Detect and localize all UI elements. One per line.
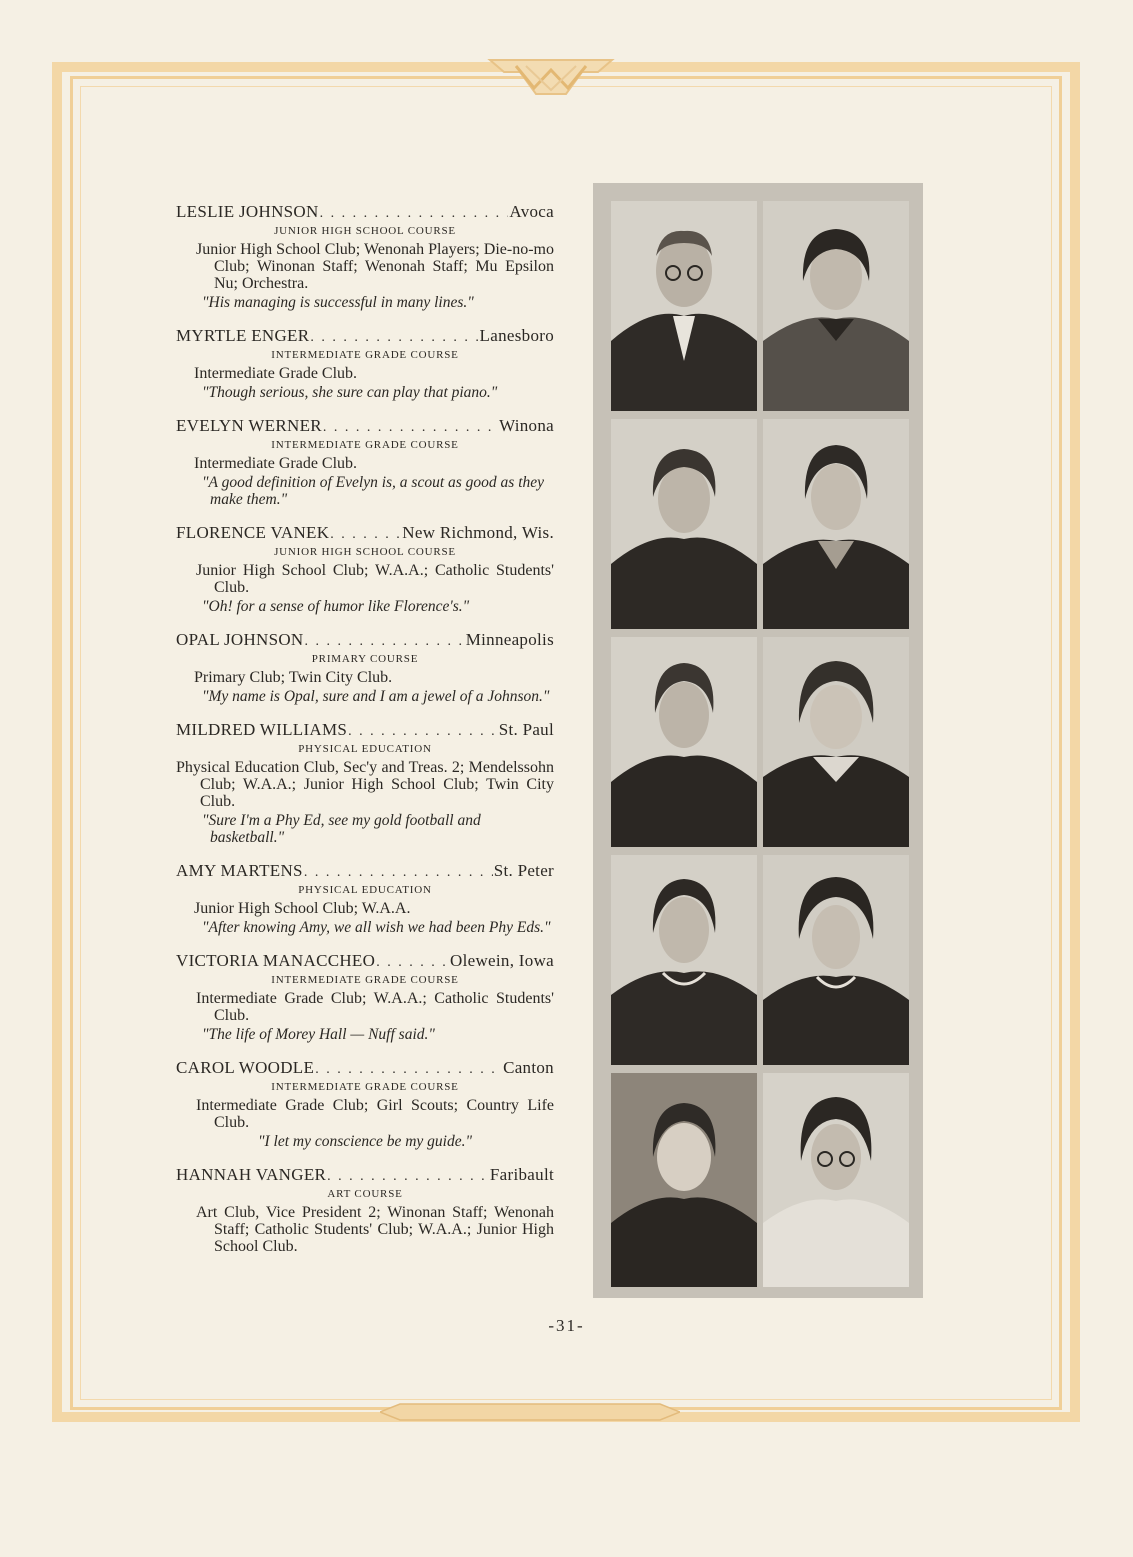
bottom-ornament-icon bbox=[380, 1402, 680, 1422]
student-entry bbox=[176, 523, 554, 615]
student-activities: Intermediate Grade Club; Girl Scouts; Country Life Club. bbox=[196, 1097, 554, 1131]
dot-leader bbox=[310, 328, 478, 348]
student-hometown: Olewein, Iowa bbox=[450, 951, 554, 970]
student-activities: Art Club, Vice President 2; Winonan Staff; Wenonah Staff; Catholic Students' Club; W.A.A.; Junior High School Club. bbox=[196, 1204, 554, 1255]
student-course: INTERMEDIATE GRADE COURSE bbox=[271, 439, 459, 451]
student-entry bbox=[176, 416, 554, 508]
student-name: LESLIE JOHNSON bbox=[176, 202, 319, 221]
student-name: AMY MARTENS bbox=[176, 861, 303, 880]
student-activities: Intermediate Grade Club. bbox=[194, 365, 358, 382]
dot-leader bbox=[304, 863, 493, 883]
portrait-photo bbox=[763, 419, 909, 629]
student-quote: "Oh! for a sense of humor like Florence's." bbox=[202, 598, 470, 615]
student-course: INTERMEDIATE GRADE COURSE bbox=[271, 349, 459, 361]
student-entry bbox=[176, 951, 554, 1043]
student-name: MILDRED WILLIAMS bbox=[176, 720, 348, 739]
student-name: CAROL WOODLE bbox=[176, 1058, 315, 1077]
dot-leader bbox=[327, 1167, 489, 1187]
student-hometown: Winona bbox=[499, 416, 554, 435]
portrait-photo bbox=[611, 855, 757, 1065]
student-course: INTERMEDIATE GRADE COURSE bbox=[271, 1081, 459, 1093]
student-name: HANNAH VANGER bbox=[176, 1165, 327, 1184]
student-quote: "After knowing Amy, we all wish we had been Phy Eds." bbox=[202, 919, 551, 936]
student-hometown: St. Paul bbox=[498, 720, 554, 739]
student-entries bbox=[176, 202, 554, 1270]
student-entry bbox=[176, 1058, 554, 1150]
student-name: FLORENCE VANEK bbox=[176, 523, 330, 542]
student-hometown: St. Peter bbox=[493, 861, 554, 880]
student-entry bbox=[176, 861, 554, 936]
student-course: INTERMEDIATE GRADE COURSE bbox=[271, 974, 459, 986]
dot-leader bbox=[315, 1060, 502, 1080]
student-hometown: New Richmond, Wis. bbox=[402, 523, 554, 542]
student-quote: "Though serious, she sure can play that piano." bbox=[202, 384, 498, 401]
student-course: PRIMARY COURSE bbox=[311, 653, 419, 665]
student-name: MYRTLE ENGER bbox=[176, 326, 310, 345]
student-hometown: Lanesboro bbox=[479, 326, 554, 345]
dot-leader bbox=[348, 722, 498, 742]
dot-leader bbox=[330, 525, 401, 545]
student-quote: "The life of Morey Hall — Nuff said." bbox=[202, 1026, 435, 1043]
student-course: ART COURSE bbox=[327, 1188, 403, 1200]
portrait-photo bbox=[611, 419, 757, 629]
portrait-photo bbox=[611, 637, 757, 847]
student-activities: Junior High School Club; W.A.A. bbox=[194, 900, 411, 917]
student-activities: Junior High School Club; Wenonah Players; Die-no-mo Club; Winonan Staff; Wenonah Staff; Mu Epsilon Nu; Orchestra. bbox=[196, 241, 554, 292]
student-course: PHYSICAL EDUCATION bbox=[298, 884, 432, 896]
student-entry bbox=[176, 720, 554, 846]
student-entry bbox=[176, 1165, 554, 1255]
student-quote: "My name is Opal, sure and I am a jewel of a Johnson." bbox=[202, 688, 550, 705]
student-entry bbox=[176, 630, 554, 705]
student-activities: Intermediate Grade Club; W.A.A.; Catholic Students' Club. bbox=[196, 990, 554, 1024]
student-name: OPAL JOHNSON bbox=[176, 630, 304, 649]
portrait-photo bbox=[763, 637, 909, 847]
portrait-photo bbox=[611, 1073, 757, 1287]
portrait-photo bbox=[611, 201, 757, 411]
student-course: PHYSICAL EDUCATION bbox=[298, 743, 432, 755]
student-hometown: Avoca bbox=[509, 202, 554, 221]
dot-leader bbox=[376, 953, 449, 973]
portrait-photo bbox=[763, 201, 909, 411]
student-course: JUNIOR HIGH SCHOOL COURSE bbox=[274, 546, 456, 558]
student-hometown: Canton bbox=[503, 1058, 554, 1077]
student-quote: "I let my conscience be my guide." bbox=[258, 1133, 472, 1150]
student-name: VICTORIA MANACCHEO bbox=[176, 951, 376, 970]
student-entry bbox=[176, 202, 554, 311]
portrait-photo bbox=[763, 1073, 909, 1287]
top-ornament-icon bbox=[486, 50, 616, 100]
page-number: -31- bbox=[548, 1316, 585, 1335]
portrait-strip bbox=[593, 183, 923, 1298]
student-name: EVELYN WERNER bbox=[176, 416, 322, 435]
student-activities: Physical Education Club, Sec'y and Treas. 2; Mendelssohn Club; W.A.A.; Junior High School Club; Twin City Club. bbox=[176, 759, 554, 810]
student-course: JUNIOR HIGH SCHOOL COURSE bbox=[274, 225, 456, 237]
dot-leader bbox=[323, 418, 498, 438]
student-hometown: Faribault bbox=[489, 1165, 554, 1184]
student-hometown: Minneapolis bbox=[465, 630, 554, 649]
student-activities: Intermediate Grade Club. bbox=[194, 455, 358, 472]
student-entry bbox=[176, 326, 554, 401]
dot-leader bbox=[305, 632, 465, 652]
student-quote: "His managing is successful in many lines." bbox=[202, 294, 474, 311]
portrait-photo bbox=[763, 855, 909, 1065]
dot-leader bbox=[320, 204, 509, 224]
student-quote: "A good definition of Evelyn is, a scout as good as they make them." bbox=[202, 474, 545, 508]
student-activities: Junior High School Club; W.A.A.; Catholic Students' Club. bbox=[196, 562, 554, 596]
student-quote: "Sure I'm a Phy Ed, see my gold football and basketball." bbox=[202, 812, 481, 846]
student-activities: Primary Club; Twin City Club. bbox=[194, 669, 393, 686]
